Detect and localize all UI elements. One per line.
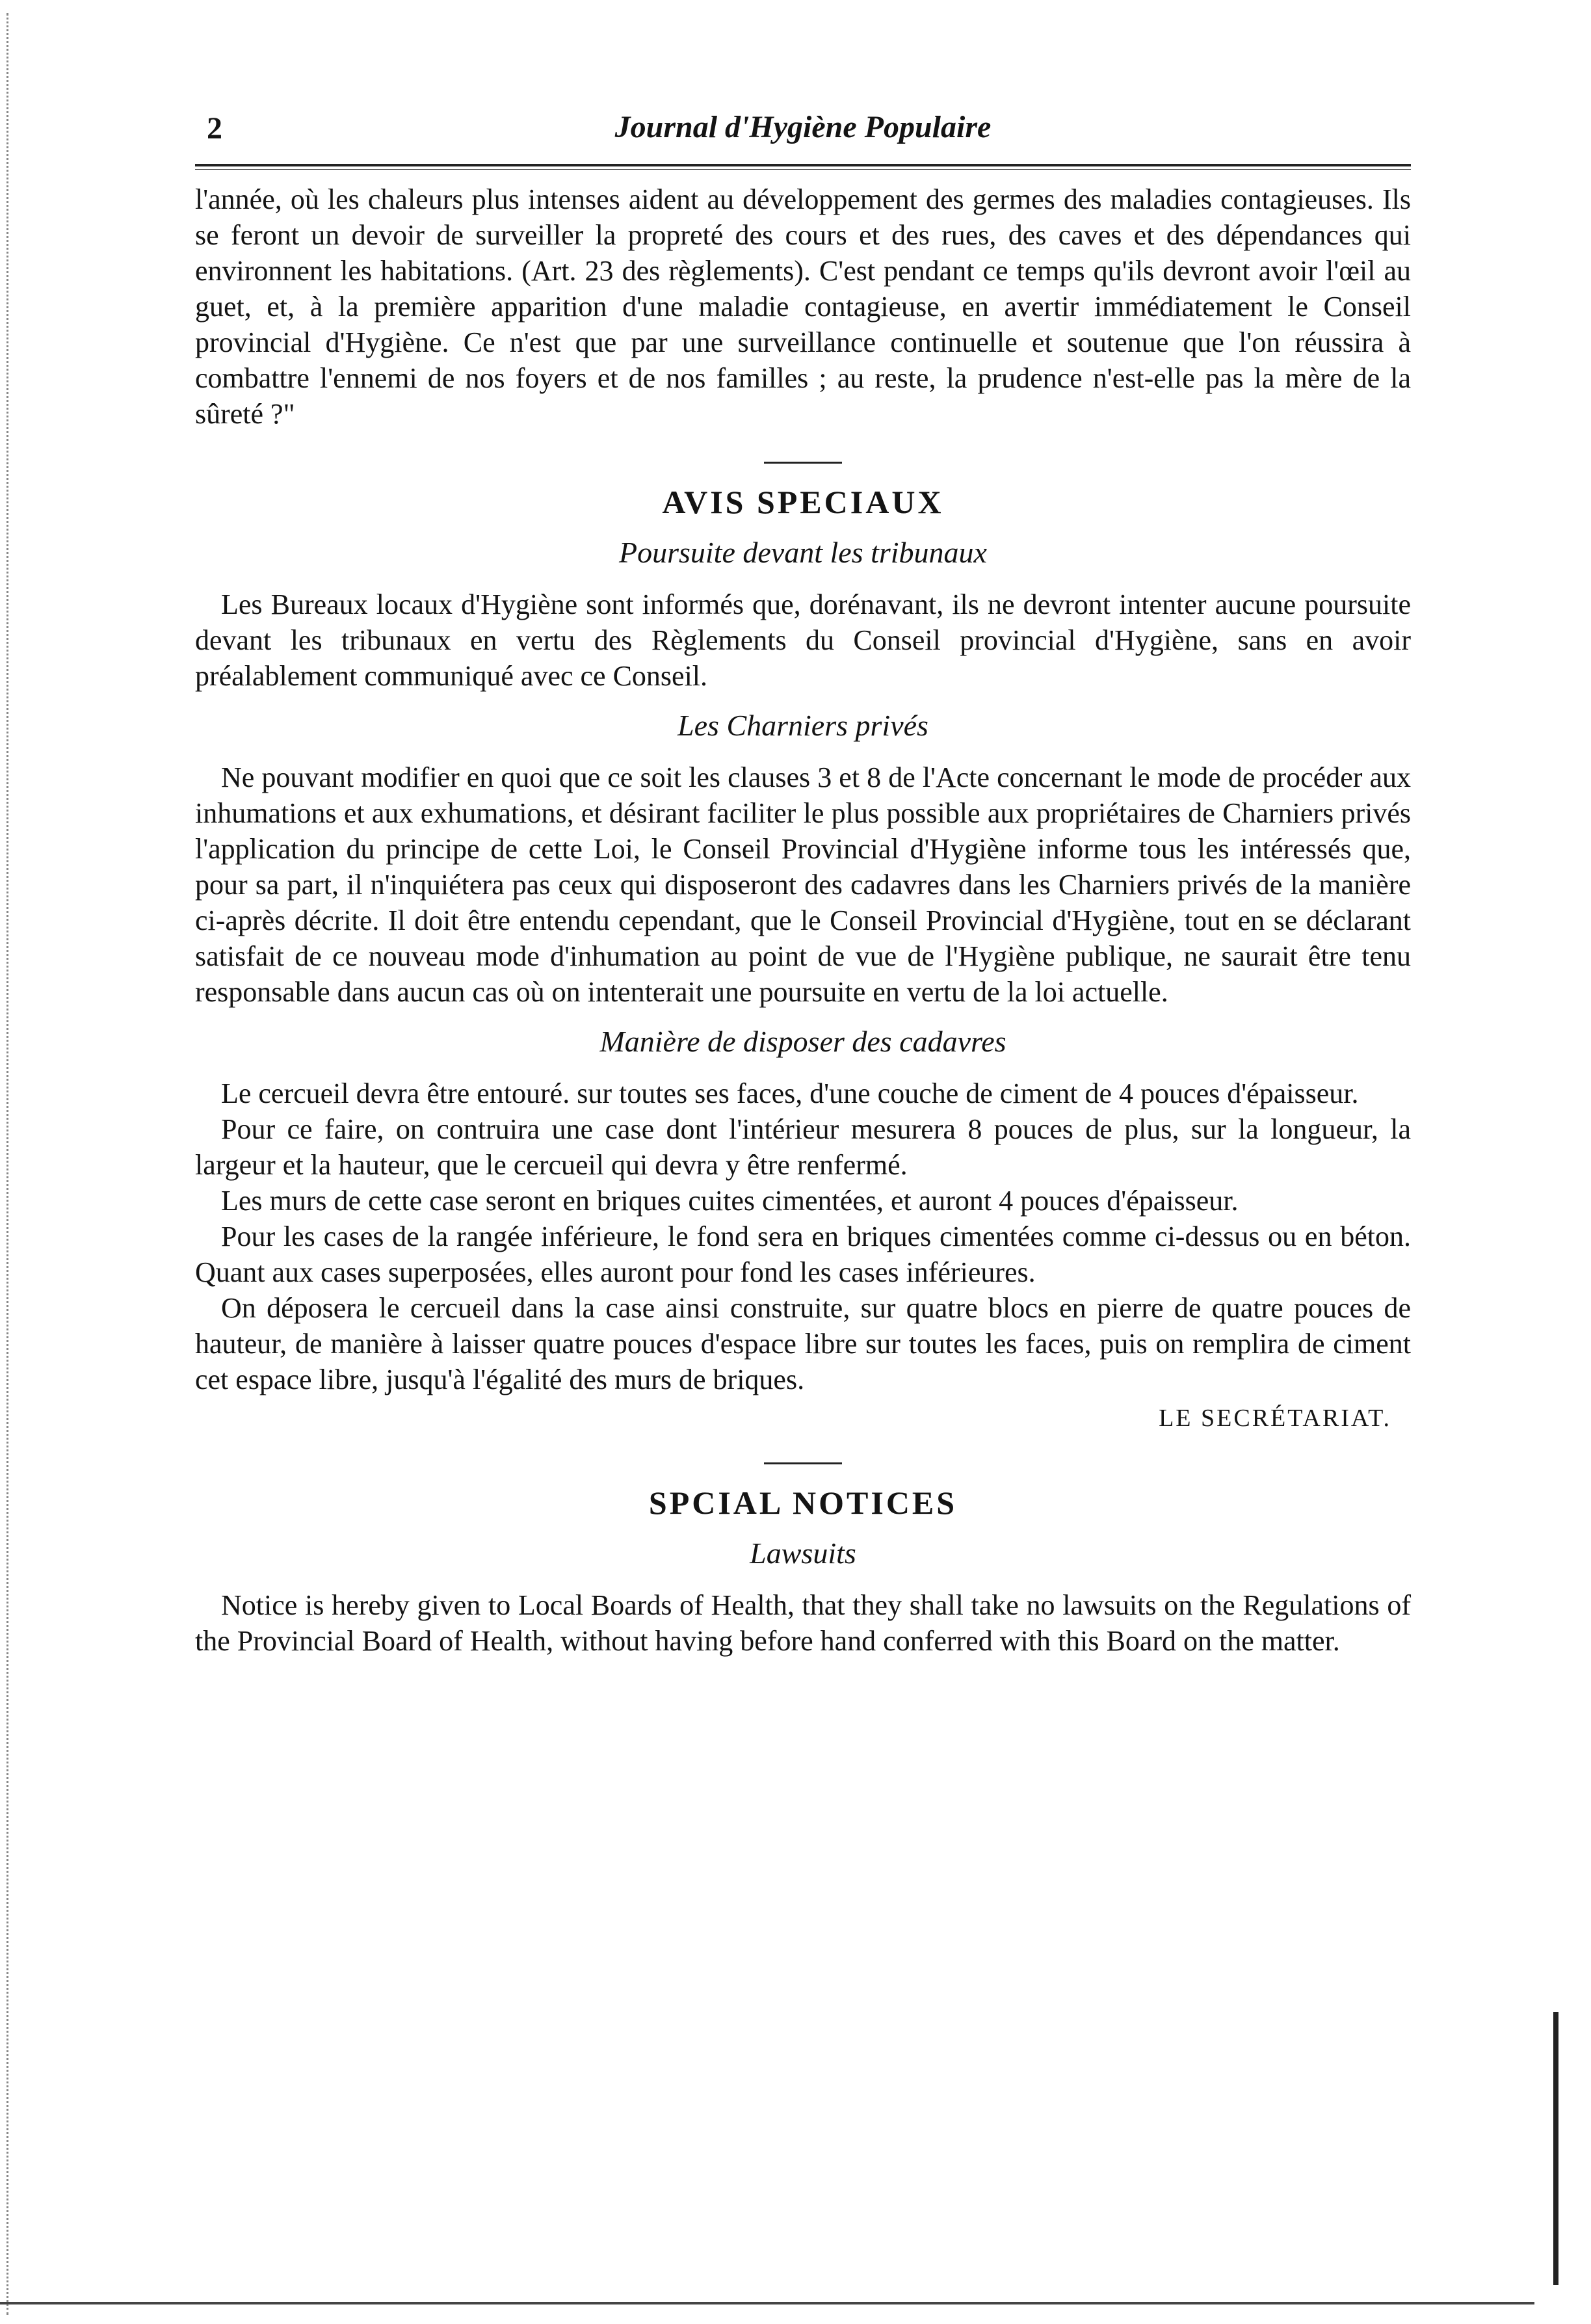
- section-divider: [764, 462, 842, 464]
- header-rule: [195, 164, 1411, 170]
- paragraph-murs: Les murs de cette case seront en briques cuites cimentées, et auront 4 pouces d'épaisseur.: [221, 1185, 1239, 1217]
- left-margin-scan-marks: [7, 13, 54, 2315]
- document-page: [195, 98, 1411, 1659]
- subhead-maniere: Manière de disposer des cadavres: [599, 1025, 1006, 1058]
- subhead-poursuite: Poursuite devant les tribunaux: [619, 536, 987, 569]
- paragraph-poursuite: Les Bureaux locaux d'Hygiène sont informés que, dorénavant, ils ne devront intenter aucune poursuite devant les tribunaux en vertu des Règlements du Conseil provincial d'Hygiène, sans en avoir préalablement communiqué avec ce Conseil.: [195, 588, 1411, 692]
- paragraph-deposition: On déposera le cercueil dans la case ainsi construite, sur quatre blocs en pierre de quatre pouces de hauteur, de manière à laisser quatre pouces d'espace libre sur toutes les faces, puis on remplira de ciment cet espace libre, jusqu'à l'égalité des murs de briques.: [195, 1292, 1411, 1395]
- intro-paragraph: l'année, où les chaleurs plus intenses aident au développement des germes des maladies contagieuses. Ils se feront un devoir de surveiller la propreté des cours et des rues, des caves et des dépendances qui environnent les habitations. (Art. 23 des règlements). C'est pendant ce temps qu'ils devront avoir l'œil au guet, et, à la première apparition d'une maladie contagieuse, en avertir immédiatement le Conseil provincial d'Hygiène. Ce n'est que par une surveillance continuelle et soutenue que l'on réussira à combattre l'ennemi de nos foyers et de nos familles ; au reste, la prudence n'est-elle pas la mère de la sûreté ?": [195, 183, 1411, 430]
- journal-title: Journal d'Hygiène Populaire: [614, 110, 992, 144]
- paragraph-charniers: Ne pouvant modifier en quoi que ce soit les clauses 3 et 8 de l'Acte concernant le mode de procéder aux inhumations et aux exhumations, et désirant faciliter le plus possible aux propriétaires de Charniers privés l'application du principe de cette Loi, le Conseil Provincial d'Hygiène informe tous les intéressés que, pour sa part, il n'inquiétera pas ceux qui disposeront des cadavres dans les Charniers privés de la manière ci-après décrite. Il doit être entendu cependant, que le Conseil Provincial d'Hygiène, tout en se déclarant satisfait de ce nouveau mode d'inhumation au point de vue de l'Hygiène publique, ne saurait être tenu responsable dans aucun cas où on intenterait une poursuite en vertu de la loi actuelle.: [195, 761, 1411, 1008]
- section-divider-2: [764, 1462, 842, 1464]
- paragraph-lawsuits: Notice is hereby given to Local Boards of Health, that they shall take no lawsuits on the Regulations of the Provincial Board of Health, without having before hand conferred with this Board on the matter.: [195, 1589, 1411, 1657]
- signature: LE SECRÉTARIAT.: [1159, 1405, 1391, 1432]
- paragraph-construction: Pour ce faire, on contruira une case dont l'intérieur mesurera 8 pouces de plus, sur la longueur, la largeur et la hauteur, que le cercueil qui devra y être renfermé.: [195, 1113, 1411, 1181]
- page-number: 2: [207, 111, 222, 146]
- subhead-lawsuits: Lawsuits: [750, 1537, 856, 1570]
- running-header: [195, 98, 1411, 156]
- special-notices-title: SPCIAL NOTICES: [648, 1485, 958, 1521]
- paragraph-rangee: Pour les cases de la rangée inférieure, le fond sera en briques cimentées comme ci-dessus ou en béton. Quant aux cases superposées, elles auront pour fond les cases inférieures.: [195, 1221, 1411, 1288]
- paragraph-cercueil: Le cercueil devra être entouré. sur toutes ses faces, d'une couche de ciment de 4 pouces d'épaisseur.: [221, 1077, 1359, 1109]
- right-margin-scan-mark: [1553, 2012, 1558, 2285]
- subhead-charniers: Les Charniers privés: [677, 709, 928, 742]
- bottom-scan-edge: [0, 2302, 1534, 2304]
- avis-speciaux-title: AVIS SPECIAUX: [662, 484, 944, 520]
